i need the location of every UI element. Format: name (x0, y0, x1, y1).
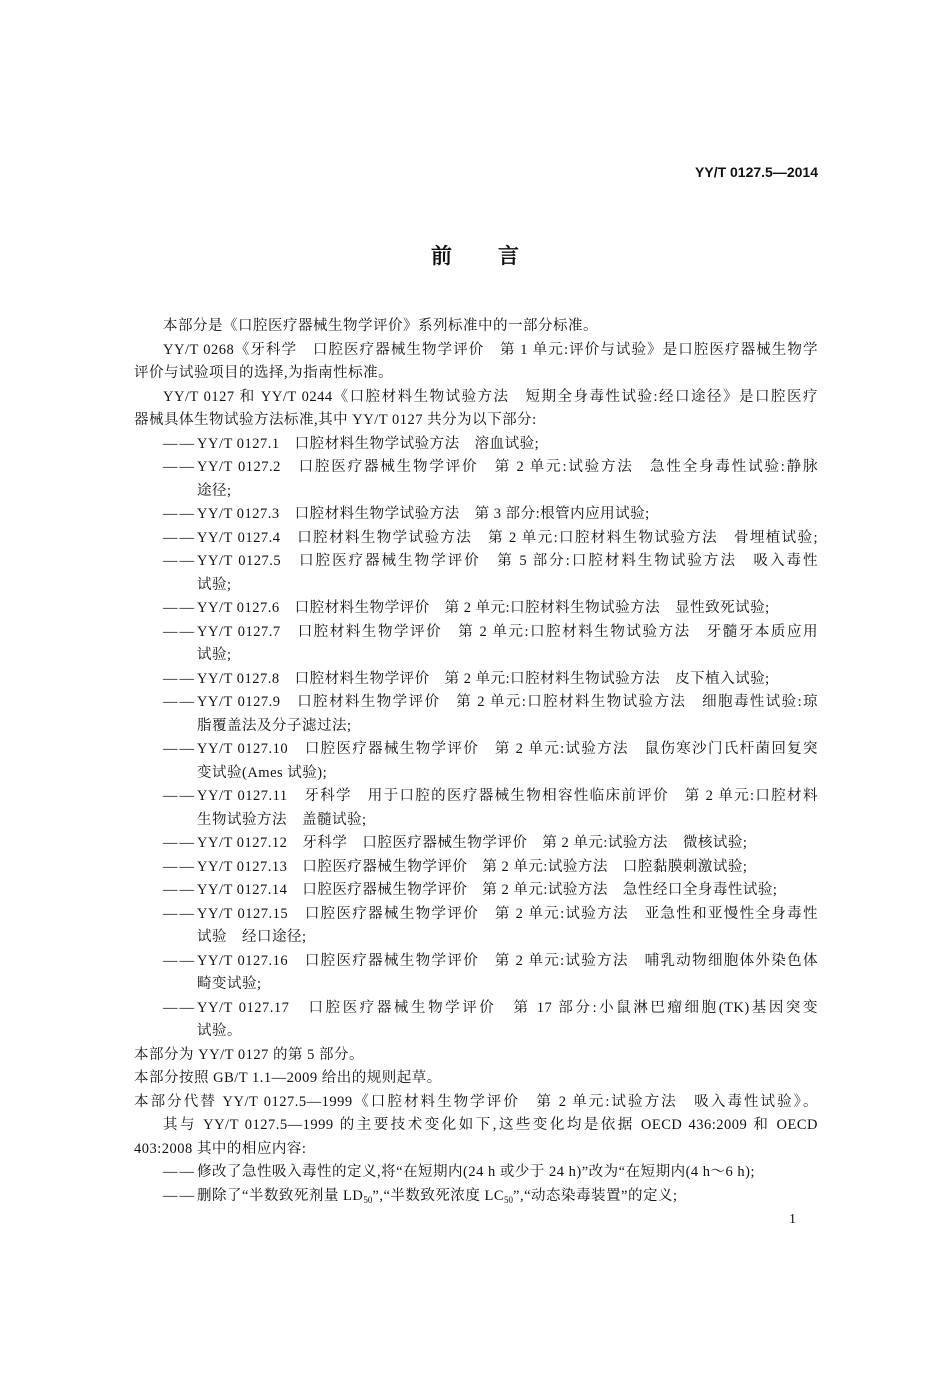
list-dash: —— (163, 435, 196, 452)
list-dash: —— (163, 459, 196, 475)
list-item-text-segment: ”,“半数致死浓度 LC (372, 1187, 505, 1204)
part-list-item (134, 433, 818, 457)
list-item-text: YY/T 0127.16 口腔医疗器械生物学评价 第 2 单元:试验方法 哺乳动物细胞体外染色体 (197, 952, 818, 969)
part-list-item (134, 550, 818, 597)
paragraph (134, 1067, 818, 1091)
list-item-text: YY/T 0127.10 口腔医疗器械生物学评价 第 2 单元:试验方法 鼠伤寒沙门氏杆菌回复突 (197, 741, 818, 757)
part-list-item (134, 950, 818, 997)
paragraph-line: 其与 YY/T 0127.5—1999 的主要技术变化如下,这些变化均是依据 OECD 436:2009 和 OECD (163, 1117, 818, 1133)
part-list-item (134, 691, 818, 738)
list-item-text: YY/T 0127.6 口腔材料生物学评价 第 2 单元:口腔材料生物试验方法 显性致死试验; (197, 600, 770, 616)
list-dash: —— (163, 600, 196, 616)
list-dash: —— (163, 506, 196, 522)
change-list-item (134, 1185, 818, 1209)
list-item-continuation: 试验; (197, 647, 232, 663)
list-item-continuation: 生物试验方法 盖髓试验; (197, 811, 367, 828)
part-list-item (134, 856, 818, 880)
list-item-text: YY/T 0127.4 口腔材料生物学试验方法 第 2 单元:口腔材料生物试验方法 骨埋植试验; (197, 529, 818, 546)
list-item-continuation: 途径; (197, 482, 232, 499)
list-item-text: YY/T 0127.9 口腔材料生物学评价 第 2 单元:口腔材料生物试验方法 细胞毒性试验:琼 (197, 694, 818, 710)
list-item-line (134, 856, 818, 880)
preface-body (134, 315, 818, 1208)
page-title: 前 言 (431, 244, 532, 268)
list-item-text: YY/T 0127.1 口腔材料生物学试验方法 溶血试验; (197, 435, 540, 452)
paragraph-line: YY/T 0127 和 YY/T 0244《口腔材料生物试验方法 短期全身毒性试验:经口途径》是口腔医疗 (163, 388, 818, 405)
list-item-line (134, 738, 818, 762)
list-item-line (134, 879, 818, 903)
list-item-text: YY/T 0127.2 口腔医疗器械生物学评价 第 2 单元:试验方法 急性全身毒性试验:静脉 (197, 459, 818, 475)
list-item-text: YY/T 0127.15 口腔医疗器械生物学评价 第 2 单元:试验方法 亚急性和亚慢性全身毒性 (197, 905, 818, 922)
list-dash: —— (163, 623, 196, 640)
list-item-continuation: 试验; (197, 576, 232, 593)
paragraph-line: 本部分为 YY/T 0127 的第 5 部分。 (134, 1046, 364, 1063)
list-item-text: YY/T 0127.11 牙科学 用于口腔的医疗器械生物相容性临床前评价 第 2 单元:口腔材料 (197, 788, 818, 804)
list-dash: —— (163, 1187, 196, 1204)
part-list-item (134, 832, 818, 856)
list-item-line (134, 903, 818, 927)
list-dash: —— (163, 670, 196, 687)
list-dash: —— (163, 905, 196, 922)
paragraph-line: YY/T 0268《牙科学 口腔医疗器械生物学评价 第 1 单元:评价与试验》是口腔医疗器械生物学 (163, 341, 818, 358)
list-item-text: YY/T 0127.17 口腔医疗器械生物学评价 第 17 部分:小鼠淋巴瘤细胞(TK)基因突变 (197, 999, 818, 1016)
list-dash: —— (163, 952, 196, 969)
list-item-line (134, 621, 818, 645)
list-item-text: YY/T 0127.3 口腔材料生物学试验方法 第 3 部分:根管内应用试验; (197, 506, 650, 522)
list-item-line (134, 1185, 818, 1209)
list-dash: —— (163, 741, 196, 757)
list-item-text-segment: 删除了“半数致死剂量 LD (197, 1187, 364, 1204)
paragraph-line: 评价与试验项目的选择,为指南性标准。 (134, 365, 394, 381)
list-item-text: YY/T 0127.13 口腔医疗器械生物学评价 第 2 单元:试验方法 口腔黏膜刺激试验; (197, 858, 748, 875)
list-dash: —— (163, 694, 196, 710)
part-list-item (134, 738, 818, 785)
list-item-line (134, 456, 818, 480)
part-list-item (134, 997, 818, 1044)
list-dash: —— (163, 529, 196, 546)
part-list-item (134, 527, 818, 551)
subscript: 50 (504, 1194, 514, 1205)
list-dash: —— (163, 788, 196, 804)
list-item-text-segment: ”,“动态染毒装置”的定义; (513, 1187, 678, 1204)
list-dash: —— (163, 882, 196, 898)
part-list-item (134, 668, 818, 692)
paragraph-line: 本部分是《口腔医疗器械生物学评价》系列标准中的一部分标准。 (163, 318, 598, 334)
list-item-continuation: 试验 经口途径; (197, 929, 307, 945)
changes-list (134, 1161, 818, 1208)
list-item-line (134, 550, 818, 574)
paragraph (134, 1114, 818, 1161)
list-item-line (134, 691, 818, 715)
part-list-item (134, 785, 818, 832)
list-item-line (134, 503, 818, 527)
part-list-item (134, 503, 818, 527)
list-item-line (134, 997, 818, 1021)
paragraph (134, 1044, 818, 1068)
part-list-item (134, 879, 818, 903)
part-list-item (134, 621, 818, 668)
subscript: 50 (363, 1194, 373, 1205)
paragraph-line: 本部分按照 GB/T 1.1—2009 给出的规则起草。 (134, 1070, 442, 1086)
list-item-continuation: 畸变试验; (197, 976, 262, 992)
list-item-line (134, 832, 818, 856)
paragraph-line: 器械具体生物试验方法标准,其中 YY/T 0127 共分为以下部分: (134, 412, 537, 428)
paragraph (134, 339, 818, 386)
list-item-text: 修改了急性吸入毒性的定义,将“在短期内(24 h 或少于 24 h)”改为“在短期内(4 h～6 h); (197, 1164, 756, 1180)
list-item-text: YY/T 0127.14 口腔医疗器械生物学评价 第 2 单元:试验方法 急性经口全身毒性试验; (197, 882, 778, 898)
list-item-line (134, 785, 818, 809)
part-list-item (134, 903, 818, 950)
paragraph (134, 315, 818, 339)
list-item-continuation: 脂覆盖法及分子滤过法; (197, 717, 352, 734)
part-list-item (134, 597, 818, 621)
paragraph (134, 386, 818, 433)
standard-code: YY/T 0127.5—2014 (695, 164, 818, 180)
part-list-item (134, 456, 818, 503)
list-item-line (134, 433, 818, 457)
list-item-line (134, 1161, 818, 1185)
list-item-text: YY/T 0127.12 牙科学 口腔医疗器械生物学评价 第 2 单元:试验方法 微核试验; (197, 835, 748, 851)
list-dash: —— (163, 553, 196, 569)
change-list-item (134, 1161, 818, 1185)
list-dash: —— (163, 1164, 196, 1180)
list-item-text: YY/T 0127.5 口腔医疗器械生物学评价 第 5 部分:口腔材料生物试验方法 吸入毒性 (197, 553, 818, 569)
list-item-text: YY/T 0127.8 口腔材料生物学评价 第 2 单元:口腔材料生物试验方法 皮下植入试验; (197, 670, 770, 687)
list-item-continuation: 试验。 (197, 1023, 242, 1039)
paragraph-line: 本部分代替 YY/T 0127.5—1999《口腔材料生物学评价 第 2 单元:试验方法 吸入毒性试验》。 (134, 1093, 818, 1110)
paragraph-line: 403:2008 其中的相应内容: (134, 1140, 307, 1157)
list-dash: —— (163, 999, 196, 1016)
page-number: 1 (789, 1212, 796, 1227)
list-dash: —— (163, 835, 196, 851)
list-item-line (134, 950, 818, 974)
list-item-line (134, 527, 818, 551)
list-item-line (134, 597, 818, 621)
list-item-text: YY/T 0127.7 口腔材料生物学评价 第 2 单元:口腔材料生物试验方法 牙髓牙本质应用 (197, 623, 818, 640)
list-item-line (134, 668, 818, 692)
paragraph (134, 1091, 818, 1115)
list-item-continuation: 变试验(Ames 试验); (197, 764, 328, 781)
parts-list (134, 433, 818, 1044)
list-dash: —— (163, 858, 196, 875)
